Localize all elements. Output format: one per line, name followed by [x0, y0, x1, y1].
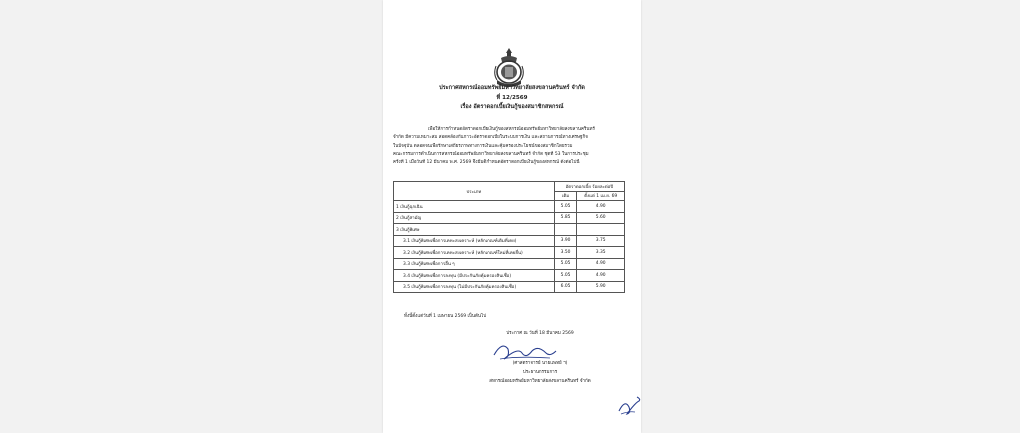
row-old-rate: 5.05 — [554, 201, 577, 213]
row-old-rate: 5.85 — [554, 212, 577, 224]
paragraph-line: จำกัด มีความเหมาะสม สอดคล้องกับภาวะอัตราดอกเบี้ยในระบบการเงิน และสถานการณ์ทางเศรษฐกิจ — [393, 135, 588, 141]
row-new-rate: 5.60 — [577, 212, 625, 224]
announcement-subject: เรื่อง อัตราดอกเบี้ยเงินกู้ของสมาชิกสหกรณ์ — [460, 104, 564, 110]
row-new-rate: 4.90 — [577, 258, 625, 270]
signer-title: ประธานกรรมการ — [522, 370, 558, 375]
announce-date: ประกาศ ณ วันที่ 18 มีนาคม 2569 — [506, 331, 574, 336]
row-old-rate: 6.05 — [554, 281, 577, 293]
table-row — [394, 258, 625, 270]
table-row — [394, 281, 625, 293]
row-new-rate: 4.90 — [577, 270, 625, 282]
interest-rate-table — [393, 181, 625, 293]
table-header-type: ประเภท — [394, 182, 555, 201]
body-paragraph — [393, 126, 635, 167]
signer-name: (ศาสตราจารย์ นายแพทย์ ฯ) — [512, 361, 568, 366]
table-header-rate-group: อัตราดอกเบี้ย ร้อยละต่อปี — [554, 182, 624, 192]
row-label: 1 เงินกู้ฉุกเฉิน — [394, 201, 555, 213]
row-old-rate: 5.05 — [554, 258, 577, 270]
row-label: 3 เงินกู้พิเศษ — [394, 224, 555, 236]
row-new-rate: 3.35 — [577, 247, 625, 259]
paragraph-line: เพื่อให้การกำหนดอัตราดอกเบี้ยเงินกู้ของสหกรณ์ออมทรัพย์มหาวิทยาลัยสงขลานครินทร์ — [428, 127, 595, 132]
table-header-new: ตั้งแต่ 1 เม.ย. 69 — [577, 191, 625, 201]
row-label: 3.2 เงินกู้พิเศษเพื่อการเคหะสงเคราะห์ (หลักเกณฑ์ใหม่ที่เคยยื่น) — [394, 247, 555, 259]
row-label: 3.4 เงินกู้พิเศษเพื่อการลงทุน (มีประกันภัยคุ้มครองสินเชื่อ) — [394, 270, 555, 282]
row-label: 3.1 เงินกู้พิเศษเพื่อการเคหะสงเคราะห์ (หลักเกณฑ์เดิมที่เคย) — [394, 235, 555, 247]
row-old-rate — [554, 224, 577, 236]
row-old-rate: 3.90 — [554, 235, 577, 247]
row-new-rate — [577, 224, 625, 236]
table-header-old: เดิม — [554, 191, 577, 201]
announcement-number: ที่ 12/2569 — [496, 95, 528, 101]
table-row — [394, 212, 625, 224]
table-row — [394, 270, 625, 282]
announcement-org-title: ประกาศสหกรณ์ออมทรัพย์มหาวิทยาลัยสงขลานครินทร์ จำกัด — [439, 85, 585, 91]
row-label: 2 เงินกู้สามัญ — [394, 212, 555, 224]
row-new-rate: 5.90 — [577, 281, 625, 293]
row-old-rate: 3.50 — [554, 247, 577, 259]
table-row — [394, 224, 625, 236]
table-row — [394, 235, 625, 247]
paragraph-line: คณะกรรมการดำเนินการสหกรณ์ออมทรัพย์มหาวิทยาลัยสงขลานครินทร์ จำกัด ชุดที่ 53 ในการประชุม — [393, 151, 589, 157]
paragraph-line: ครั้งที่ 1 เมื่อวันที่ 12 มีนาคม พ.ศ. 2569 จึงมีมติกำหนดอัตราดอกเบี้ยเงินกู้ของสหกรณ์ ดังต่อไปนี้ — [393, 160, 580, 166]
row-new-rate: 4.90 — [577, 201, 625, 213]
row-old-rate: 5.05 — [554, 270, 577, 282]
row-new-rate: 3.75 — [577, 235, 625, 247]
effective-date-line: ทั้งนี้ตั้งแต่วันที่ 1 เมษายน 2569 เป็นต้นไป — [404, 314, 487, 319]
paragraph-line: ในปัจจุบัน ตลอดจนเพื่อรักษาเสถียรภาพทางการเงินและคุ้มครองประโยชน์ของสมาชิกโดยรวม — [393, 143, 573, 149]
initials-icon — [615, 393, 645, 418]
row-label: 3.5 เงินกู้พิเศษเพื่อการลงทุน (ไม่มีประกันภัยคุ้มครองสินเชื่อ) — [394, 281, 555, 293]
table-row — [394, 247, 625, 259]
signer-org: สหกรณ์ออมทรัพย์มหาวิทยาลัยสงขลานครินทร์ จำกัด — [489, 379, 591, 384]
row-label: 3.3 เงินกู้พิเศษเพื่อการอื่น ๆ — [394, 258, 555, 270]
table-row — [394, 201, 625, 213]
